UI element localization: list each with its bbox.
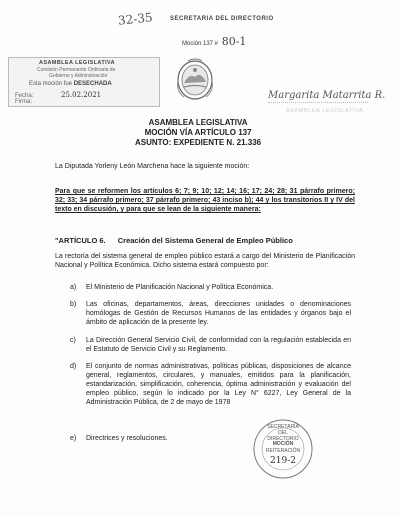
article-heading [55,236,293,245]
list-letter: b) [70,301,77,308]
list-text: Directrices y resoluciones. [86,435,168,442]
list-text: La Dirección General Servicio Civil, de conformidad con la regulación establecida en el Estatuto de Servicio Civil y su Reglamento. [86,337,351,353]
mocion-number [182,35,246,48]
list-text: El conjunto de normas administrativas, políticas públicas, disposiciones de alcance general, reglamentos, circulares, y manuales, emitidos para la planificación, estandarización, simplificación, coherencia, óptima administración y evaluación del empleo público, según lo indicado por la Ley N° 6227, Ley General de la Administración Pública, de 2 de mayo de 1978 [86,363,351,406]
title-line-2: MOCIÓN VÍA ARTÍCULO 137 [144,128,252,137]
stamp-signature-label: Firma: [15,99,32,105]
title-line-3: ASUNTO: EXPEDIENTE N. 21.336 [135,138,262,147]
round-stamp-top: SECRETARÍA DEL DIRECTORIO [267,424,299,442]
stamp-status-value: DESECHADA [73,81,112,87]
title-line-1: ASAMBLEA LEGISLATIVA [148,118,248,127]
status-stamp [8,57,160,107]
list-text: El Ministerio de Planificación Nacional y Política Económica. [86,284,274,291]
coat-of-arms-seal [172,55,218,101]
list-letter: d) [70,363,77,370]
article-intro: La rectoría del sistema general de empleo público estará a cargo del Ministerio de Planificación Nacional y Política Económica. Dicho sistema estará compuesto por: [55,253,355,269]
article-label: "ARTÍCULO 6. [55,236,106,245]
mocion-label: Moción 137 # [182,41,219,47]
stamp-title: ASAMBLEA LEGISLATIVA [39,60,116,66]
document-title [135,118,261,148]
list-letter: e) [70,435,77,442]
stamp-commission: Comisión Permanente Ordinaria de [37,67,116,73]
stamp-commission-2: Gobierno y Administración [49,73,108,79]
list-letter: c) [70,337,76,344]
article-title: Creación del Sistema General de Empleo Público [117,236,293,245]
list-letter: a) [70,284,77,291]
list-text: Las oficinas, departamentos, áreas, direcciones unidades o denominaciones homólogas de Gestión de Recursos Humanos de las entidades y órganos bajo el ámbito de aplicación de la presente ley. [86,301,351,326]
signature-line [268,102,368,103]
faded-stamp: ASAMBLEA LEGISLATIVA [286,108,364,114]
mocion-handwritten: 80-1 [221,35,247,48]
round-stamp-mocion: MOCIÓN [272,441,294,447]
stamp-date-label: Fecha: [15,93,34,99]
round-stamp-number: 219-2 [270,456,296,466]
intro-paragraph: La Diputada Yorleny León Marchena hace la siguiente moción: [55,163,250,170]
stamp-status-prefix: Esta moción fue [29,81,73,87]
stamp-date [15,91,101,99]
round-stamp-reiteracion: REITERACIÓN [265,448,301,454]
signature-name: Margarita Matarrita R. [268,90,386,101]
stamp-status [29,81,112,87]
stamp-date-value: 25.02.2021 [61,91,102,99]
petition-paragraph: Para que se reformen los artículos 6; 7; 9; 10; 12; 14; 16; 17; 24; 28; 31 párrafo primero; 32; 33; 34 párrafo primero; 37 párrafo primero; 43 inciso b); 44 y los transitorios II y IV del texto en discusión, y para que se lean de la siguiente manera: [55,188,355,213]
handwritten-number: 32-35 [117,10,154,28]
secretaria-header: SECRETARIA DEL DIRECTORIO [170,16,274,22]
